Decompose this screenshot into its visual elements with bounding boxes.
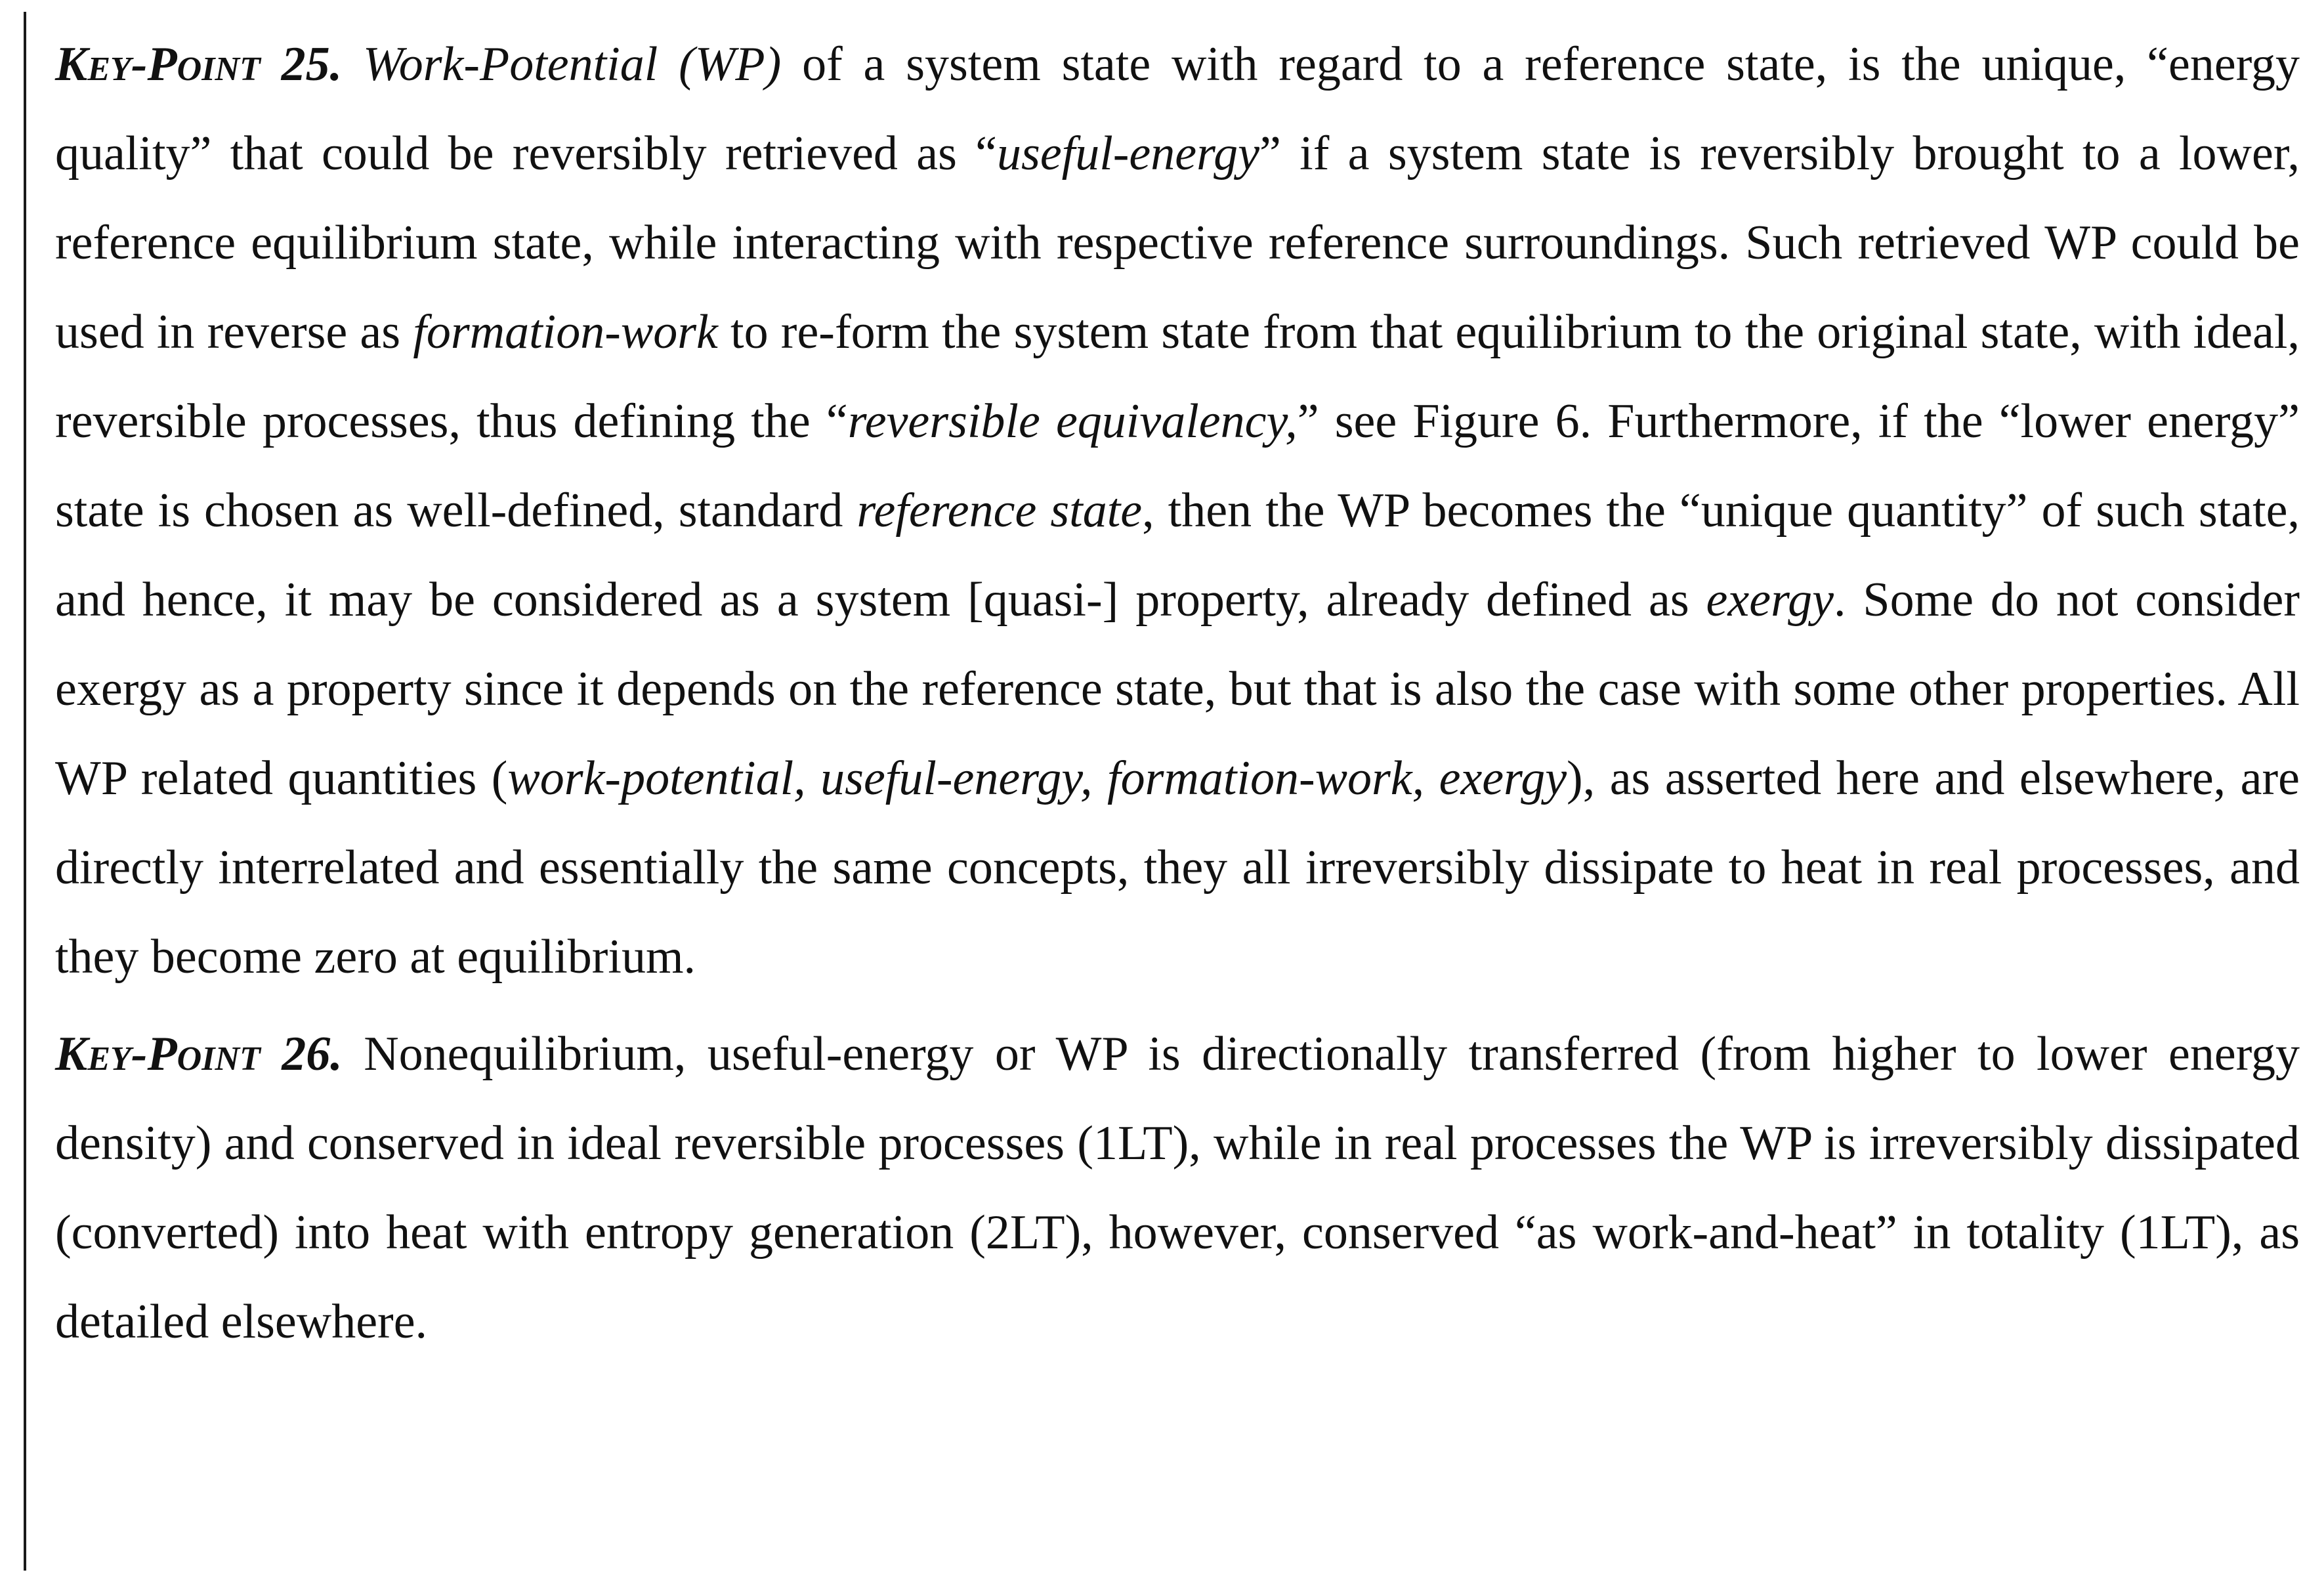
key-point-26: Key-Point 26. Nonequilibrium, useful-energy or WP is directionally transferred (from higher to lower energy density) and conserved in ideal reversible processes (1LT), while in real processes the WP is irreversibly dissipated (converted) into heat with entropy generation (2LT), however, conserved “as work-and-heat” in totality (1LT), as detailed elsewhere. xyxy=(55,1027,2300,1349)
key-point-25-label: Key-Point 25. xyxy=(55,37,343,91)
key-point-25: Key-Point 25. Work-Potential (WP) of a system state with regard to a reference state, is the unique, “energy quality” that could be reversibly retrieved as “useful-energy” if a system state is reversibly brought to a lower, reference equilibrium state, while interacting with respective reference surroundings. Such retrieved WP could be used in reverse as formation-work to re-form the system state from that equilibrium to the original state, with ideal, reversible processes, thus defining the “reversible equivalency,” see Figure 6. Furthermore, if the “lower energy” state is chosen as well-defined, standard reference state, then the WP becomes the “unique quantity” of such state, and hence, it may be considered as a system [quasi-] property, already defined as exergy. Some do not consider exergy as a property since it depends on the reference state, but that is also the case with some other properties. All WP related quantities (work-potential, useful-energy, formation-work, exergy), as asserted here and elsewhere, are directly interrelated and essentially the same concepts, they all irreversibly dissipate to heat in real processes, and they become zero at equilibrium. xyxy=(55,37,2300,984)
key-points-text xyxy=(55,20,2300,1366)
key-point-26-label: Key-Point 26. xyxy=(55,1027,343,1081)
margin-rule xyxy=(24,12,26,1571)
